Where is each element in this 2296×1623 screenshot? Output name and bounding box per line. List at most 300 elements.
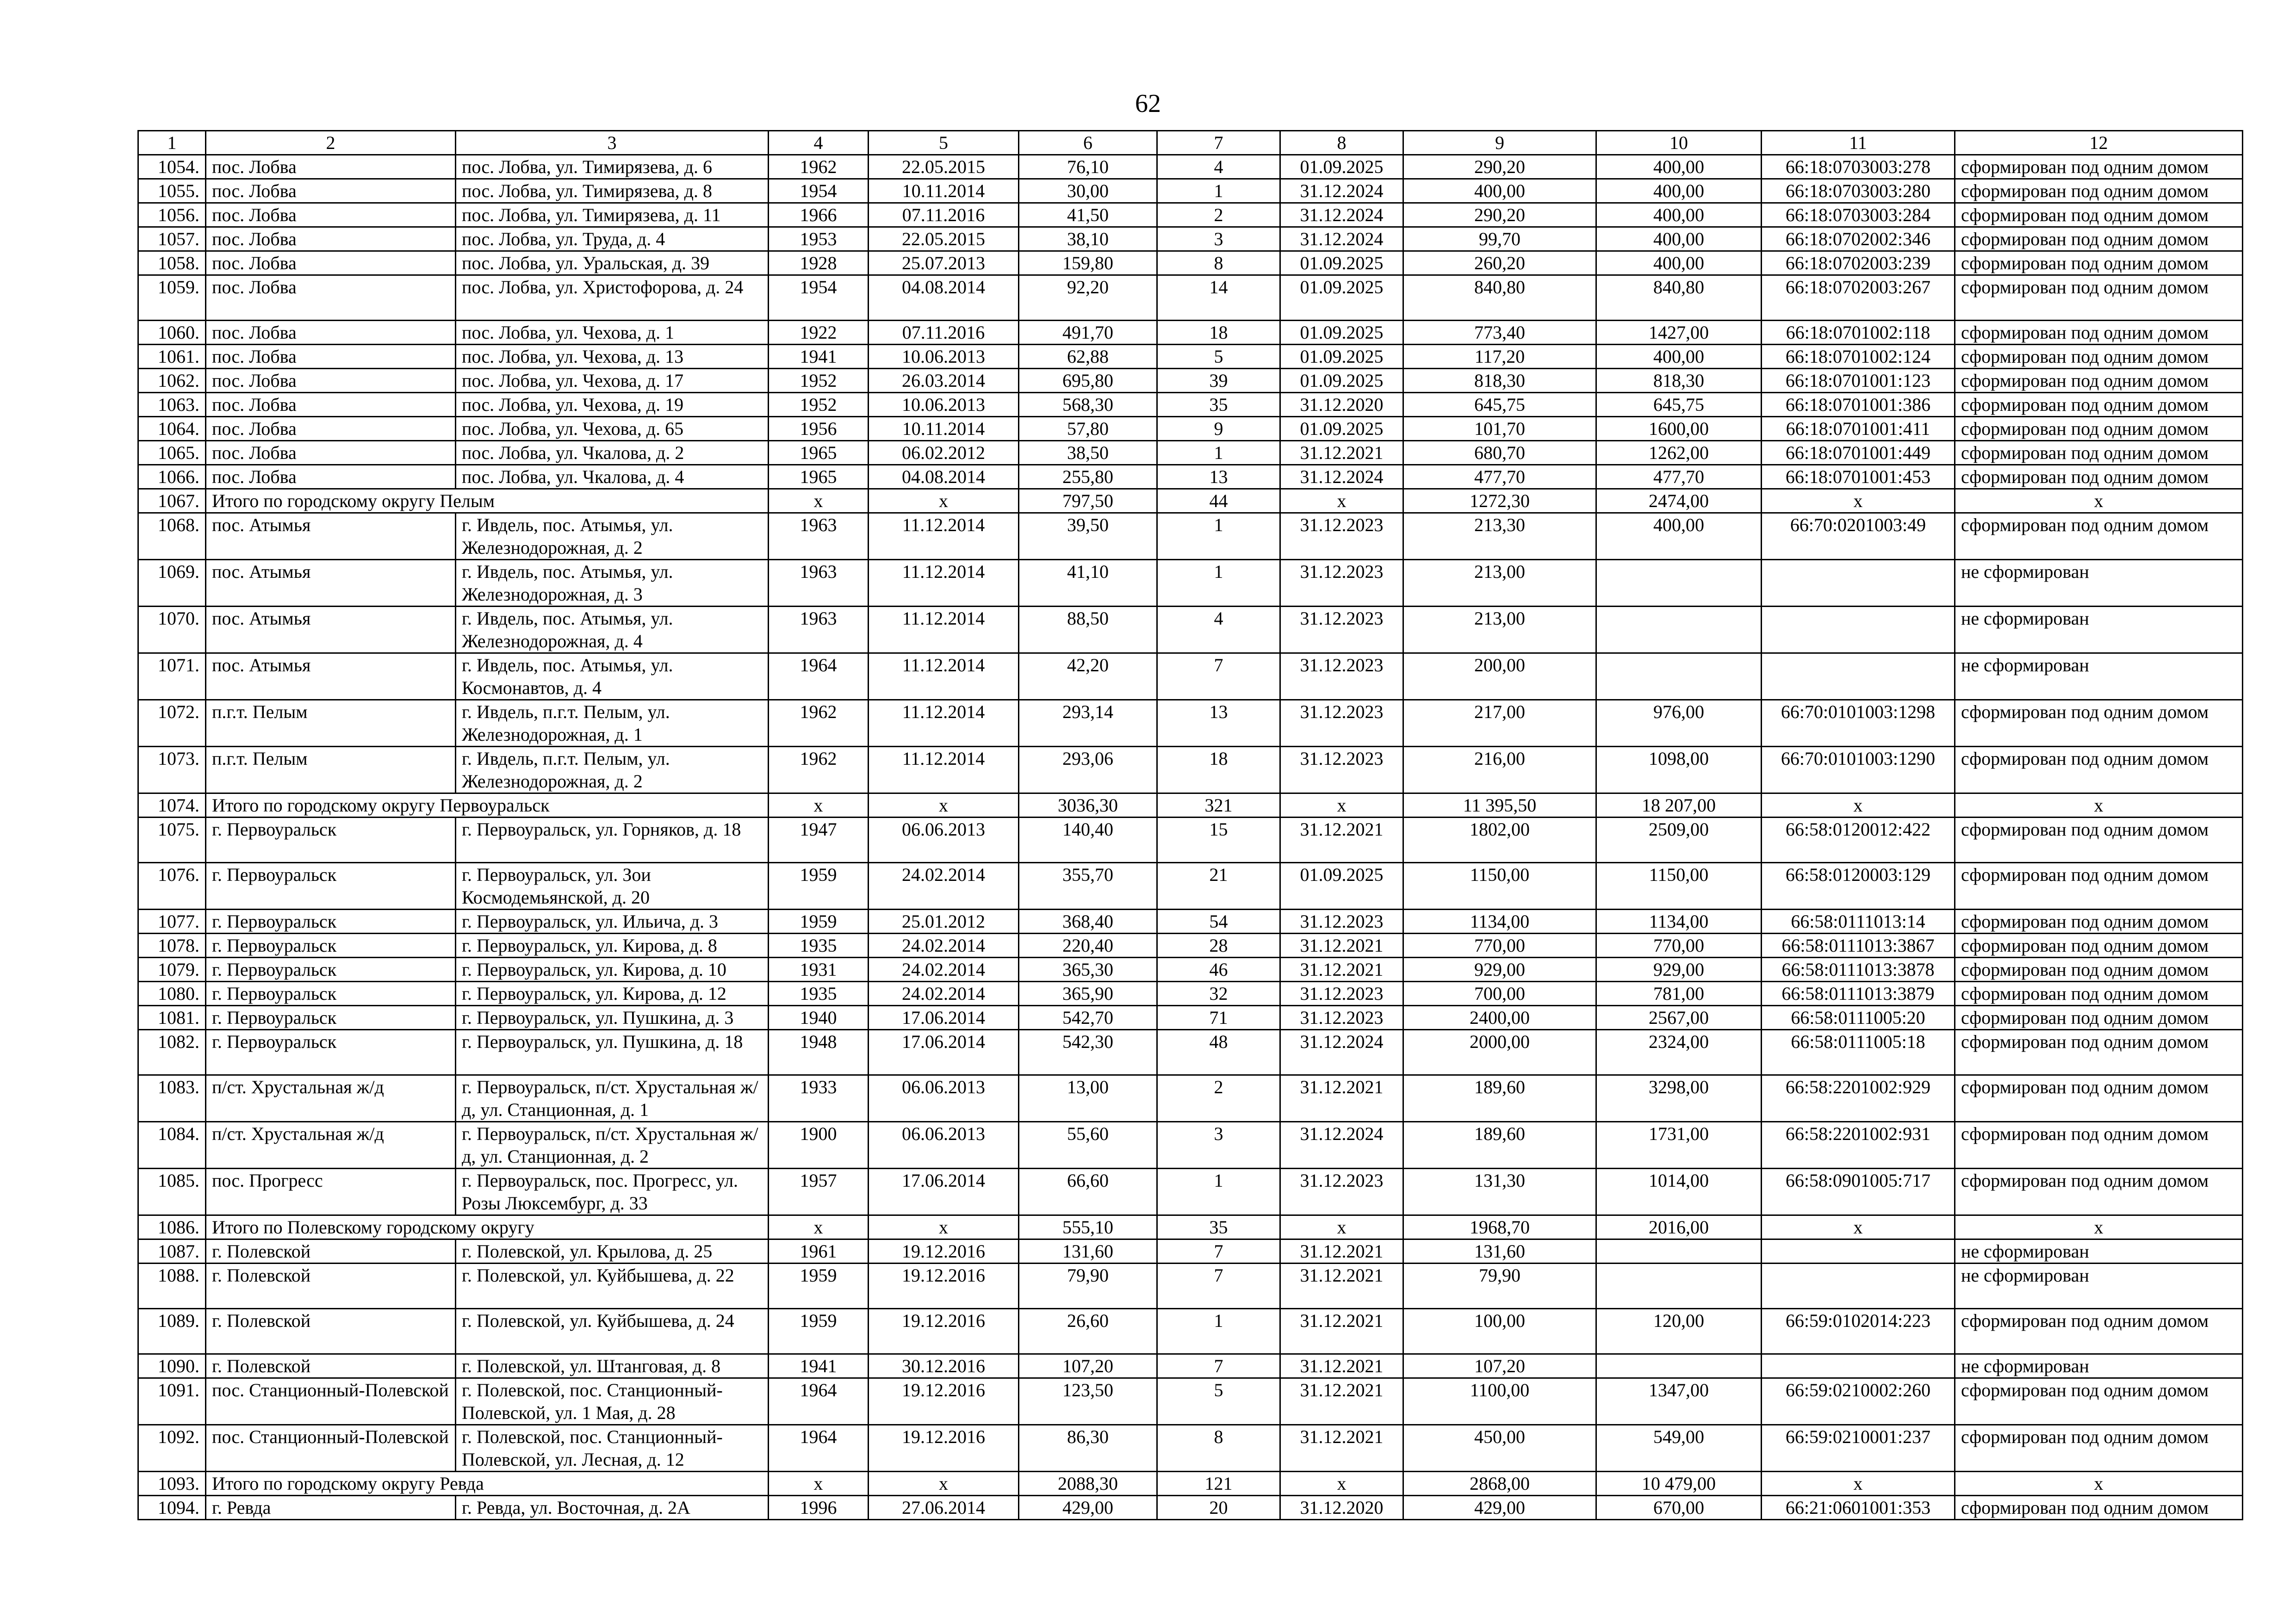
total-row (138, 793, 2243, 818)
recognition-date: 04.08.2014 (869, 465, 1019, 489)
resettlement-deadline: 31.12.2023 (1280, 1169, 1403, 1215)
recognition-date: 10.06.2013 (869, 345, 1019, 369)
land-area-a: 818,30 (1403, 369, 1596, 393)
plot-status: сформирован под одним домом (1955, 513, 2243, 560)
recognition-date: 24.02.2014 (869, 982, 1019, 1006)
table-row (138, 934, 2243, 958)
living-area: 555,10 (1019, 1215, 1157, 1239)
settlement: п.г.т. Пелым (206, 700, 456, 747)
residents-count: 9 (1157, 417, 1280, 441)
plot-status: не сформирован (1955, 560, 2243, 607)
settlement: пос. Атымья (206, 513, 456, 560)
land-area-a: 1150,00 (1403, 863, 1596, 910)
row-number: 1054. (138, 155, 206, 179)
table-row (138, 275, 2243, 321)
resettlement-deadline: 31.12.2024 (1280, 227, 1403, 251)
living-area: 76,10 (1019, 155, 1157, 179)
recognition-date: 19.12.2016 (869, 1239, 1019, 1264)
living-area: 255,80 (1019, 465, 1157, 489)
address: г. Полевской, ул. Куйбышева, д. 22 (456, 1264, 769, 1309)
living-area: 41,10 (1019, 560, 1157, 607)
settlement: пос. Лобва (206, 321, 456, 345)
build-year: 1966 (769, 203, 869, 227)
settlement: п/ст. Хрустальная ж/д (206, 1122, 456, 1169)
land-area-b: 400,00 (1596, 155, 1762, 179)
address: пос. Лобва, ул. Чкалова, д. 4 (456, 465, 769, 489)
build-year: 1933 (769, 1075, 869, 1122)
living-area: 62,88 (1019, 345, 1157, 369)
build-year: 1961 (769, 1239, 869, 1264)
residents-count: 5 (1157, 345, 1280, 369)
land-area-a: 213,00 (1403, 560, 1596, 607)
settlement: пос. Атымья (206, 560, 456, 607)
settlement: г. Полевской (206, 1309, 456, 1354)
cadastral-number: x (1762, 793, 1955, 818)
build-year: 1931 (769, 958, 869, 982)
address: пос. Лобва, ул. Труда, д. 4 (456, 227, 769, 251)
land-area-b: 18 207,00 (1596, 793, 1762, 818)
row-number: 1061. (138, 345, 206, 369)
living-area: 123,50 (1019, 1378, 1157, 1425)
residents-count: 4 (1157, 155, 1280, 179)
column-header: 2 (206, 131, 456, 155)
land-area-b: 549,00 (1596, 1425, 1762, 1472)
living-area: 41,50 (1019, 203, 1157, 227)
land-area-a: 290,20 (1403, 155, 1596, 179)
cadastral-number: 66:58:0111013:3879 (1762, 982, 1955, 1006)
total-label: Итого по Полевскому городскому округу (206, 1215, 769, 1239)
living-area: 542,70 (1019, 1006, 1157, 1030)
residents-count: 7 (1157, 1264, 1280, 1309)
resettlement-deadline: 31.12.2024 (1280, 1122, 1403, 1169)
cadastral-number: 66:58:2201002:929 (1762, 1075, 1955, 1122)
cadastral-number: 66:59:0210001:237 (1762, 1425, 1955, 1472)
resettlement-deadline: 31.12.2024 (1280, 465, 1403, 489)
address: пос. Лобва, ул. Чкалова, д. 2 (456, 441, 769, 465)
recognition-date: x (869, 1215, 1019, 1239)
cadastral-number: x (1762, 1215, 1955, 1239)
plot-status: сформирован под одним домом (1955, 700, 2243, 747)
recognition-date: 11.12.2014 (869, 607, 1019, 653)
plot-status: сформирован под одним домом (1955, 1030, 2243, 1075)
row-number: 1087. (138, 1239, 206, 1264)
plot-status: сформирован под одним домом (1955, 1309, 2243, 1354)
living-area: 491,70 (1019, 321, 1157, 345)
resettlement-deadline: 01.09.2025 (1280, 321, 1403, 345)
recognition-date: 22.05.2015 (869, 155, 1019, 179)
land-area-b: 2567,00 (1596, 1006, 1762, 1030)
cadastral-number: 66:70:0101003:1290 (1762, 747, 1955, 793)
column-number-row (138, 131, 2243, 155)
settlement: пос. Лобва (206, 465, 456, 489)
recognition-date: 24.02.2014 (869, 863, 1019, 910)
land-area-b: 1731,00 (1596, 1122, 1762, 1169)
total-label: Итого по городскому округу Первоуральск (206, 793, 769, 818)
address: г. Полевской, ул. Штанговая, д. 8 (456, 1354, 769, 1378)
settlement: пос. Лобва (206, 345, 456, 369)
recognition-date: 25.07.2013 (869, 251, 1019, 275)
build-year: 1935 (769, 934, 869, 958)
plot-status: сформирован под одним домом (1955, 1122, 2243, 1169)
plot-status: сформирован под одним домом (1955, 155, 2243, 179)
resettlement-deadline: 01.09.2025 (1280, 155, 1403, 179)
cadastral-number: x (1762, 1472, 1955, 1496)
resettlement-deadline: 31.12.2023 (1280, 982, 1403, 1006)
row-number: 1072. (138, 700, 206, 747)
address: г. Ивдель, пос. Атымья, ул. Космонавтов, д. 4 (456, 653, 769, 700)
row-number: 1056. (138, 203, 206, 227)
address: г. Ивдель, п.г.т. Пелым, ул. Железнодорожная, д. 2 (456, 747, 769, 793)
land-area-b: 400,00 (1596, 345, 1762, 369)
address: г. Ивдель, пос. Атымья, ул. Железнодорожная, д. 4 (456, 607, 769, 653)
land-area-b: 3298,00 (1596, 1075, 1762, 1122)
recognition-date: 17.06.2014 (869, 1006, 1019, 1030)
address: г. Полевской, ул. Крылова, д. 25 (456, 1239, 769, 1264)
settlement: г. Ревда (206, 1496, 456, 1520)
land-area-a: 131,60 (1403, 1239, 1596, 1264)
resettlement-deadline: 31.12.2021 (1280, 934, 1403, 958)
settlement: пос. Лобва (206, 369, 456, 393)
build-year: x (769, 1472, 869, 1496)
land-area-b (1596, 1354, 1762, 1378)
build-year: 1928 (769, 251, 869, 275)
settlement: пос. Лобва (206, 179, 456, 203)
land-area-b: 477,70 (1596, 465, 1762, 489)
settlement: пос. Прогресс (206, 1169, 456, 1215)
resettlement-deadline: 31.12.2024 (1280, 179, 1403, 203)
land-area-a: 2000,00 (1403, 1030, 1596, 1075)
land-area-b (1596, 560, 1762, 607)
recognition-date: 06.02.2012 (869, 441, 1019, 465)
address: г. Первоуральск, ул. Кирова, д. 10 (456, 958, 769, 982)
resettlement-deadline: 31.12.2021 (1280, 1309, 1403, 1354)
recognition-date: x (869, 793, 1019, 818)
living-area: 38,50 (1019, 441, 1157, 465)
settlement: пос. Лобва (206, 155, 456, 179)
living-area: 13,00 (1019, 1075, 1157, 1122)
residents-count: 1 (1157, 441, 1280, 465)
recognition-date: 07.11.2016 (869, 203, 1019, 227)
recognition-date: 11.12.2014 (869, 700, 1019, 747)
plot-status: сформирован под одним домом (1955, 251, 2243, 275)
build-year: 1948 (769, 1030, 869, 1075)
living-area: 429,00 (1019, 1496, 1157, 1520)
recognition-date: 24.02.2014 (869, 958, 1019, 982)
plot-status: сформирован под одним домом (1955, 1169, 2243, 1215)
table-row (138, 227, 2243, 251)
build-year: 1922 (769, 321, 869, 345)
resettlement-deadline: x (1280, 1215, 1403, 1239)
address: г. Полевской, пос. Станционный-Полевской, ул. Лесная, д. 12 (456, 1425, 769, 1472)
table-row (138, 910, 2243, 934)
living-area: 39,50 (1019, 513, 1157, 560)
build-year: 1954 (769, 275, 869, 321)
cadastral-number: 66:18:0702003:239 (1762, 251, 1955, 275)
recognition-date: x (869, 1472, 1019, 1496)
resettlement-deadline: 01.09.2025 (1280, 417, 1403, 441)
land-area-a: 189,60 (1403, 1122, 1596, 1169)
land-area-b: 2509,00 (1596, 818, 1762, 863)
land-area-a: 216,00 (1403, 747, 1596, 793)
table-row (138, 1006, 2243, 1030)
land-area-a: 99,70 (1403, 227, 1596, 251)
settlement: г. Первоуральск (206, 863, 456, 910)
recognition-date: 10.11.2014 (869, 417, 1019, 441)
column-header: 6 (1019, 131, 1157, 155)
row-number: 1089. (138, 1309, 206, 1354)
row-number: 1083. (138, 1075, 206, 1122)
build-year: 1963 (769, 607, 869, 653)
land-area-a: 2400,00 (1403, 1006, 1596, 1030)
recognition-date: 25.01.2012 (869, 910, 1019, 934)
land-area-a: 680,70 (1403, 441, 1596, 465)
address: пос. Лобва, ул. Чехова, д. 13 (456, 345, 769, 369)
living-area: 86,30 (1019, 1425, 1157, 1472)
residents-count: 3 (1157, 1122, 1280, 1169)
cadastral-number: 66:59:0102014:223 (1762, 1309, 1955, 1354)
land-area-a: 1100,00 (1403, 1378, 1596, 1425)
table-row (138, 417, 2243, 441)
table-row (138, 465, 2243, 489)
row-number: 1064. (138, 417, 206, 441)
plot-status: сформирован под одним домом (1955, 393, 2243, 417)
table-row (138, 321, 2243, 345)
page-number: 62 (1135, 89, 1161, 118)
land-area-a: 131,30 (1403, 1169, 1596, 1215)
recognition-date: 11.12.2014 (869, 653, 1019, 700)
land-area-a: 645,75 (1403, 393, 1596, 417)
table-row (138, 1030, 2243, 1075)
resettlement-deadline: 31.12.2021 (1280, 1239, 1403, 1264)
address: г. Первоуральск, ул. Ильича, д. 3 (456, 910, 769, 934)
living-area: 159,80 (1019, 251, 1157, 275)
build-year: x (769, 1215, 869, 1239)
table-row (138, 747, 2243, 793)
living-area: 368,40 (1019, 910, 1157, 934)
row-number: 1062. (138, 369, 206, 393)
resettlement-deadline: 31.12.2024 (1280, 1030, 1403, 1075)
residents-count: 121 (1157, 1472, 1280, 1496)
residents-count: 7 (1157, 1354, 1280, 1378)
row-number: 1085. (138, 1169, 206, 1215)
cadastral-number: 66:18:0701001:386 (1762, 393, 1955, 417)
cadastral-number: 66:18:0701002:118 (1762, 321, 1955, 345)
land-area-a: 260,20 (1403, 251, 1596, 275)
plot-status: не сформирован (1955, 607, 2243, 653)
residents-count: 39 (1157, 369, 1280, 393)
residents-count: 48 (1157, 1030, 1280, 1075)
build-year: 1963 (769, 513, 869, 560)
land-area-b: 1262,00 (1596, 441, 1762, 465)
recognition-date: 07.11.2016 (869, 321, 1019, 345)
settlement: пос. Станционный-Полевской (206, 1425, 456, 1472)
table-row (138, 1264, 2243, 1309)
row-number: 1058. (138, 251, 206, 275)
residents-count: 13 (1157, 465, 1280, 489)
row-number: 1078. (138, 934, 206, 958)
build-year: 1962 (769, 700, 869, 747)
recognition-date: 26.03.2014 (869, 369, 1019, 393)
table-row (138, 1309, 2243, 1354)
build-year: 1940 (769, 1006, 869, 1030)
address: пос. Лобва, ул. Тимирязева, д. 8 (456, 179, 769, 203)
living-area: 3036,30 (1019, 793, 1157, 818)
row-number: 1075. (138, 818, 206, 863)
settlement: п/ст. Хрустальная ж/д (206, 1075, 456, 1122)
row-number: 1080. (138, 982, 206, 1006)
land-area-a: 1272,30 (1403, 489, 1596, 513)
recognition-date: 11.12.2014 (869, 747, 1019, 793)
residents-count: 15 (1157, 818, 1280, 863)
plot-status: сформирован под одним домом (1955, 345, 2243, 369)
build-year: 1963 (769, 560, 869, 607)
row-number: 1071. (138, 653, 206, 700)
address: пос. Лобва, ул. Чехова, д. 17 (456, 369, 769, 393)
row-number: 1063. (138, 393, 206, 417)
residents-count: 35 (1157, 393, 1280, 417)
residents-count: 20 (1157, 1496, 1280, 1520)
residents-count: 7 (1157, 1239, 1280, 1264)
living-area: 355,70 (1019, 863, 1157, 910)
land-area-a: 400,00 (1403, 179, 1596, 203)
living-area: 79,90 (1019, 1264, 1157, 1309)
resettlement-deadline: 31.12.2021 (1280, 1354, 1403, 1378)
recognition-date: 30.12.2016 (869, 1354, 1019, 1378)
row-number: 1065. (138, 441, 206, 465)
address: пос. Лобва, ул. Христофорова, д. 24 (456, 275, 769, 321)
living-area: 57,80 (1019, 417, 1157, 441)
build-year: 1941 (769, 345, 869, 369)
row-number: 1076. (138, 863, 206, 910)
build-year: 1962 (769, 155, 869, 179)
build-year: 1959 (769, 1309, 869, 1354)
plot-status: сформирован под одним домом (1955, 982, 2243, 1006)
plot-status: сформирован под одним домом (1955, 818, 2243, 863)
plot-status: сформирован под одним домом (1955, 417, 2243, 441)
land-area-b: 1347,00 (1596, 1378, 1762, 1425)
row-number: 1077. (138, 910, 206, 934)
living-area: 293,14 (1019, 700, 1157, 747)
land-area-a: 929,00 (1403, 958, 1596, 982)
residents-count: 28 (1157, 934, 1280, 958)
living-area: 131,60 (1019, 1239, 1157, 1264)
table-row (138, 818, 2243, 863)
cadastral-number (1762, 1264, 1955, 1309)
address: г. Ревда, ул. Восточная, д. 2А (456, 1496, 769, 1520)
land-area-b (1596, 1264, 1762, 1309)
land-area-a: 200,00 (1403, 653, 1596, 700)
row-number: 1093. (138, 1472, 206, 1496)
housing-registry-table (137, 130, 2243, 1520)
build-year: 1956 (769, 417, 869, 441)
cadastral-number: 66:58:0111013:3878 (1762, 958, 1955, 982)
table-row (138, 251, 2243, 275)
settlement: пос. Лобва (206, 227, 456, 251)
address: г. Полевской, ул. Куйбышева, д. 24 (456, 1309, 769, 1354)
settlement: г. Полевской (206, 1239, 456, 1264)
resettlement-deadline: 31.12.2023 (1280, 513, 1403, 560)
row-number: 1055. (138, 179, 206, 203)
living-area: 2088,30 (1019, 1472, 1157, 1496)
recognition-date: 11.12.2014 (869, 560, 1019, 607)
land-area-b (1596, 653, 1762, 700)
land-area-b: 400,00 (1596, 227, 1762, 251)
residents-count: 46 (1157, 958, 1280, 982)
residents-count: 4 (1157, 607, 1280, 653)
resettlement-deadline: 01.09.2025 (1280, 345, 1403, 369)
residents-count: 21 (1157, 863, 1280, 910)
land-area-a: 1968,70 (1403, 1215, 1596, 1239)
resettlement-deadline: 31.12.2021 (1280, 1378, 1403, 1425)
cadastral-number: 66:18:0701001:123 (1762, 369, 1955, 393)
column-header: 12 (1955, 131, 2243, 155)
plot-status: сформирован под одним домом (1955, 465, 2243, 489)
resettlement-deadline: 31.12.2023 (1280, 747, 1403, 793)
table-row (138, 1354, 2243, 1378)
land-area-b: 781,00 (1596, 982, 1762, 1006)
build-year: x (769, 489, 869, 513)
build-year: 1959 (769, 910, 869, 934)
address: г. Первоуральск, п/ст. Хрустальная ж/д, ул. Станционная, д. 2 (456, 1122, 769, 1169)
table-row (138, 513, 2243, 560)
cadastral-number: 66:59:0210002:260 (1762, 1378, 1955, 1425)
cadastral-number (1762, 1354, 1955, 1378)
build-year: 1959 (769, 1264, 869, 1309)
plot-status: x (1955, 1472, 2243, 1496)
resettlement-deadline: 01.09.2025 (1280, 369, 1403, 393)
row-number: 1092. (138, 1425, 206, 1472)
cadastral-number: 66:58:2201002:931 (1762, 1122, 1955, 1169)
build-year: 1964 (769, 1378, 869, 1425)
plot-status: сформирован под одним домом (1955, 1006, 2243, 1030)
plot-status: сформирован под одним домом (1955, 1425, 2243, 1472)
table-row (138, 441, 2243, 465)
table-row (138, 155, 2243, 179)
land-area-b: 818,30 (1596, 369, 1762, 393)
total-row (138, 1215, 2243, 1239)
residents-count: 1 (1157, 1309, 1280, 1354)
plot-status: x (1955, 489, 2243, 513)
resettlement-deadline: 01.09.2025 (1280, 275, 1403, 321)
build-year: 1952 (769, 393, 869, 417)
total-label: Итого по городскому округу Ревда (206, 1472, 769, 1496)
address: пос. Лобва, ул. Чехова, д. 65 (456, 417, 769, 441)
settlement: пос. Станционный-Полевской (206, 1378, 456, 1425)
living-area: 42,20 (1019, 653, 1157, 700)
resettlement-deadline: 01.09.2025 (1280, 863, 1403, 910)
land-area-b: 1150,00 (1596, 863, 1762, 910)
build-year: x (769, 793, 869, 818)
land-area-a: 101,70 (1403, 417, 1596, 441)
plot-status: сформирован под одним домом (1955, 441, 2243, 465)
resettlement-deadline: 31.12.2024 (1280, 203, 1403, 227)
table-row (138, 1122, 2243, 1169)
cadastral-number: 66:58:0120012:422 (1762, 818, 1955, 863)
settlement: пос. Лобва (206, 275, 456, 321)
resettlement-deadline: 31.12.2023 (1280, 607, 1403, 653)
land-area-a: 1134,00 (1403, 910, 1596, 934)
recognition-date: 27.06.2014 (869, 1496, 1019, 1520)
residents-count: 32 (1157, 982, 1280, 1006)
recognition-date: x (869, 489, 1019, 513)
table-row (138, 607, 2243, 653)
land-area-a: 700,00 (1403, 982, 1596, 1006)
land-area-a: 2868,00 (1403, 1472, 1596, 1496)
resettlement-deadline: 31.12.2020 (1280, 1496, 1403, 1520)
recognition-date: 19.12.2016 (869, 1425, 1019, 1472)
land-area-b: 400,00 (1596, 203, 1762, 227)
residents-count: 7 (1157, 653, 1280, 700)
